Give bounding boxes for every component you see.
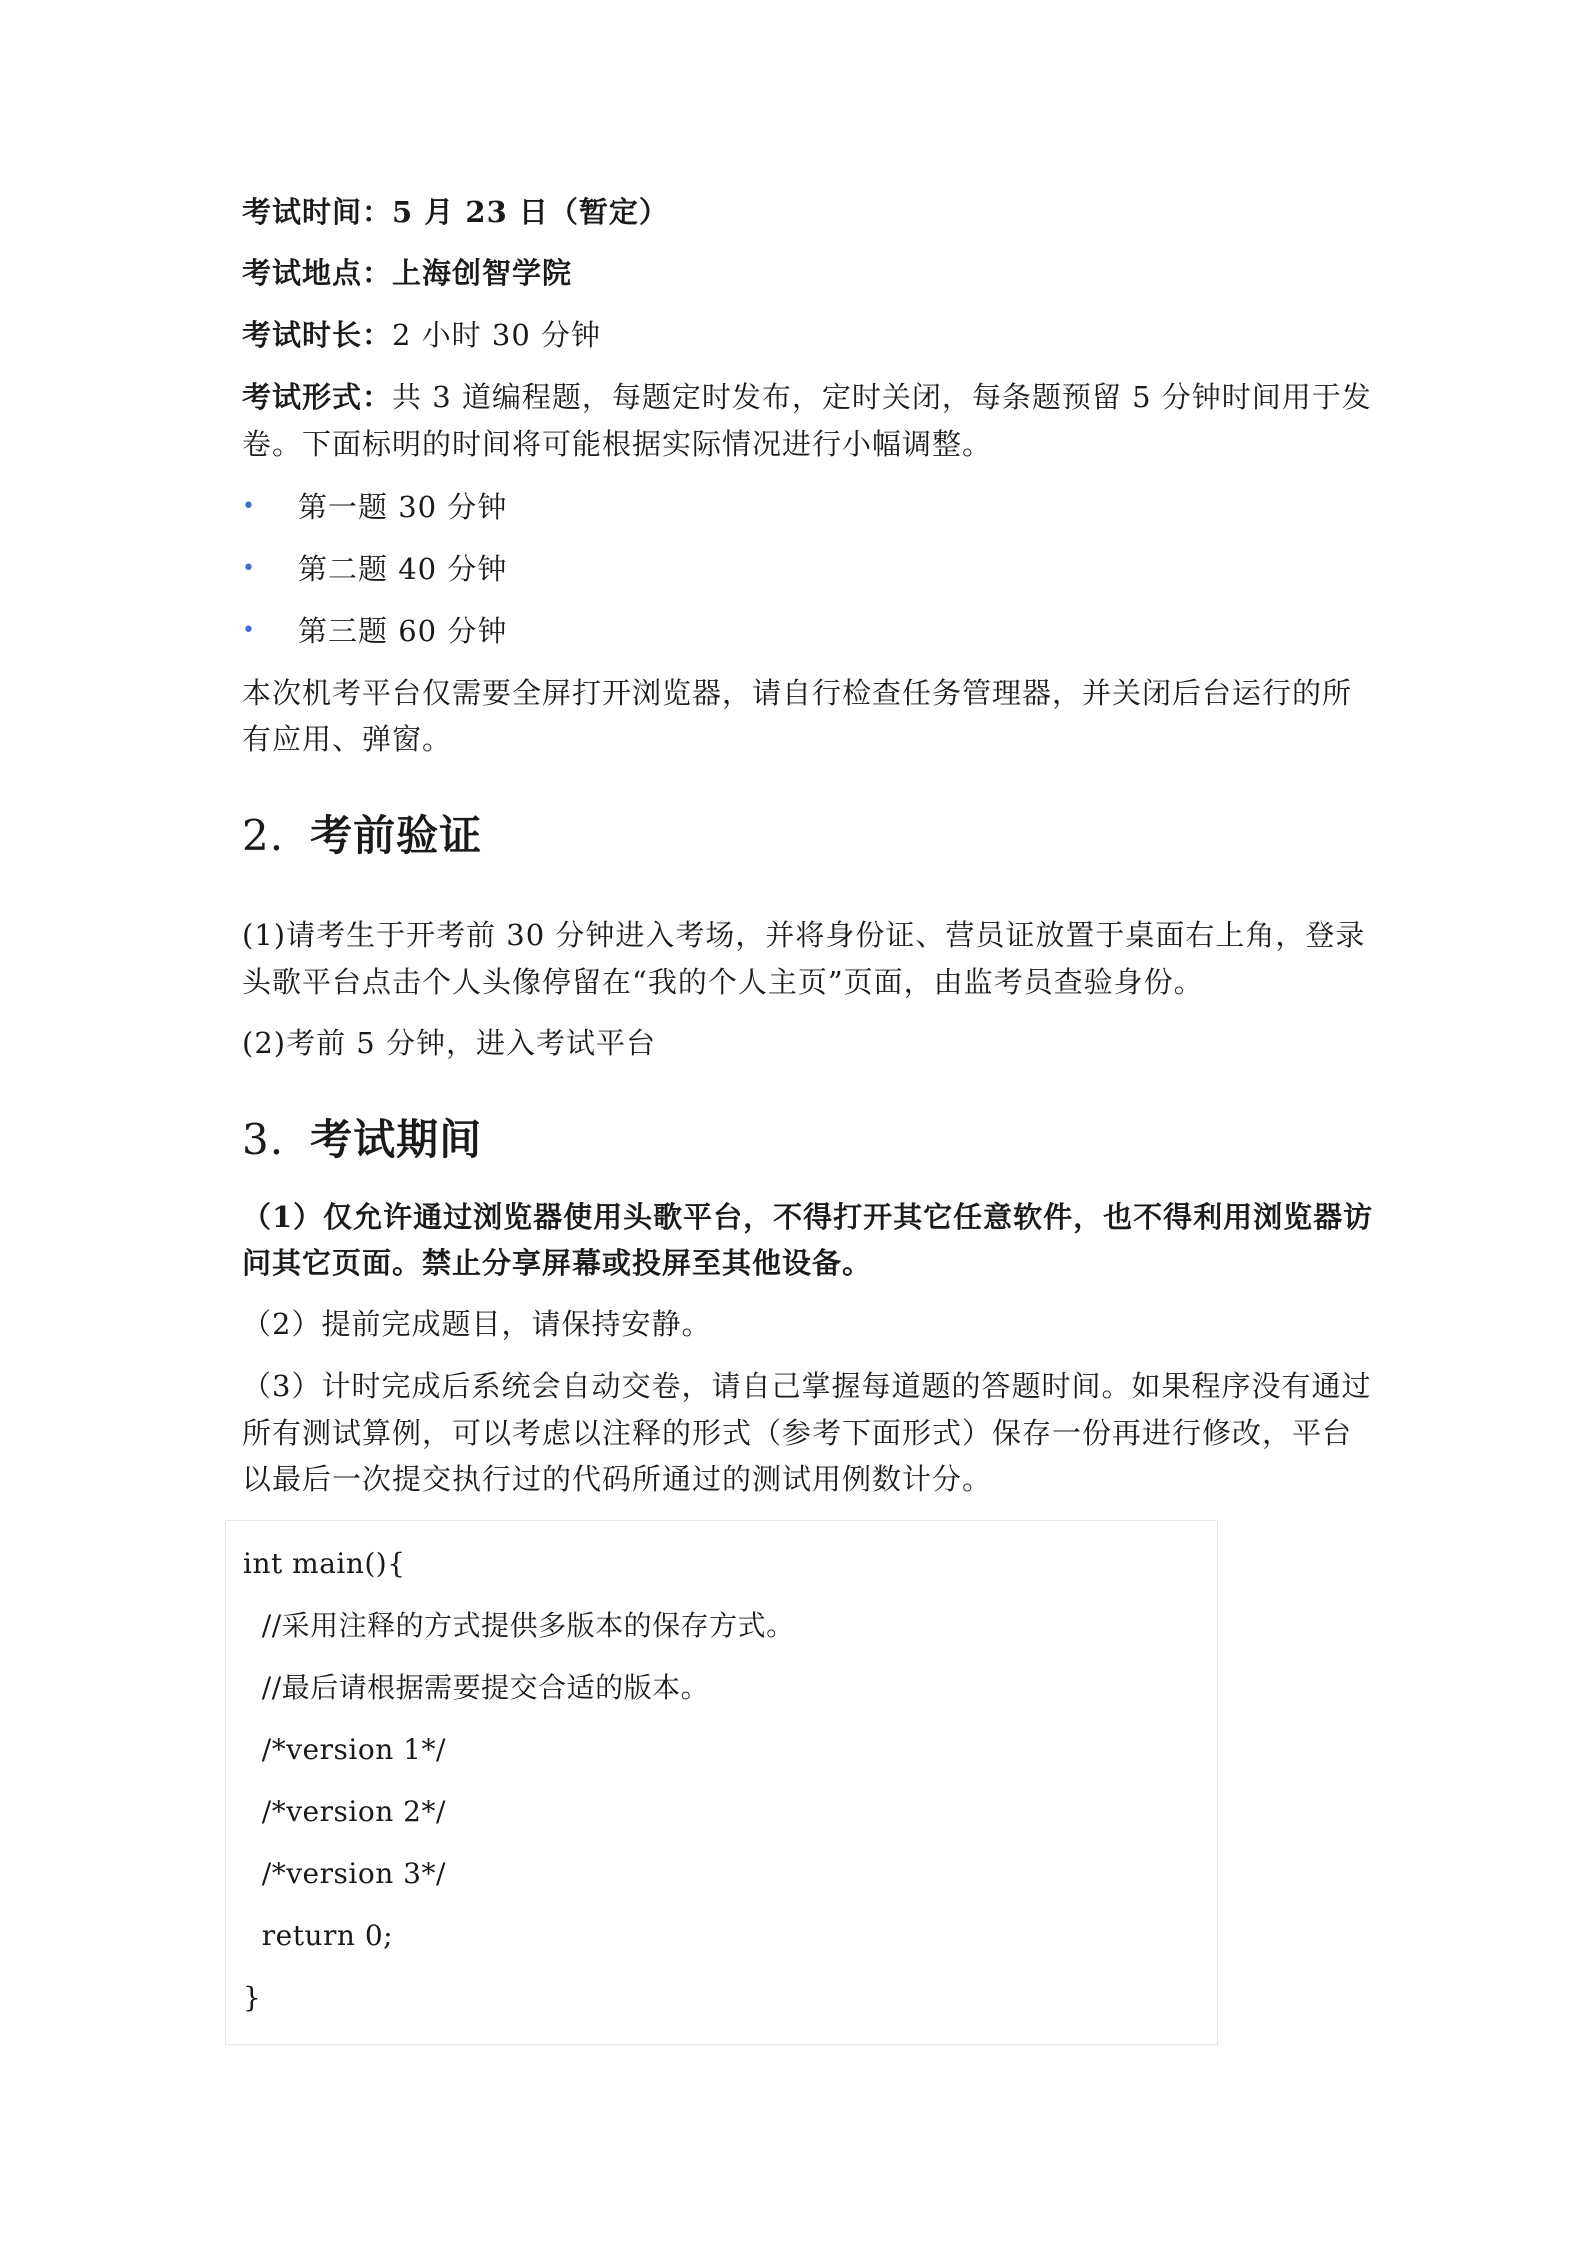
exam-format-text-2: 卷。下面标明的时间将可能根据实际情况进行小幅调整。 [242,427,993,461]
section-3-heading [242,1115,482,1165]
notice-line-1: 本次机考平台仅需要全屏打开浏览器，请自行检查任务管理器，并关闭后台运行的所 [242,676,1353,710]
section-3-title: 考试期间 [310,1115,483,1164]
code-line: return 0; [243,1919,394,1952]
bullet-icon: • [242,556,255,581]
code-line: } [243,1981,262,2014]
section-2-heading [242,811,482,861]
exam-duration-label: 考试时长： [242,318,393,352]
verify-step-1-line-2: 头歌平台点击个人头像停留在“我的个人主页”页面，由监考员查验身份。 [242,965,1204,999]
bullet-icon: • [242,618,255,643]
code-line: int main(){ [243,1547,406,1580]
schedule-item: 第二题 40 分钟 [298,552,508,586]
exam-time-value: 5 月 23 日（暂定） [392,195,669,229]
exam-format-line [242,380,1372,414]
section-3-number: 3. [242,1115,285,1164]
code-block [225,1520,1218,2045]
rule-3-line-3: 以最后一次提交执行过的代码所通过的测试用例数计分。 [242,1462,993,1496]
section-2-number: 2. [242,811,285,860]
schedule-item: 第三题 60 分钟 [298,614,508,648]
verify-step-1-line-1: (1)请考生于开考前 30 分钟进入考场，并将身份证、营员证放置于桌面右上角，登录 [242,918,1366,952]
code-line: /*version 2*/ [243,1795,446,1828]
rule-3-line-1: （3）计时完成后系统会自动交卷，请自己掌握每道题的答题时间。如果程序没有通过 [242,1369,1372,1403]
section-2-title: 考前验证 [310,811,483,860]
schedule-item: 第一题 30 分钟 [298,490,508,524]
verify-step-2: (2)考前 5 分钟，进入考试平台 [242,1026,656,1060]
exam-time-label: 考试时间： [242,195,393,229]
code-line: //采用注释的方式提供多版本的保存方式。 [243,1609,795,1642]
exam-duration-line [242,318,601,352]
rule-3-line-2: 所有测试算例，可以考虑以注释的形式（参考下面形式）保存一份再进行修改，平台 [242,1416,1353,1450]
code-line: /*version 3*/ [243,1857,446,1890]
exam-format-text-1: 共 3 道编程题，每题定时发布，定时关闭，每条题预留 5 分钟时间用于发 [392,380,1372,414]
notice-line-2: 有应用、弹窗。 [242,722,453,756]
exam-place-value: 上海创智学院 [392,256,573,290]
exam-time-line [242,195,669,229]
exam-place-line [242,256,572,290]
rule-2: （2）提前完成题目，请保持安静。 [242,1307,712,1341]
exam-format-label: 考试形式： [242,380,393,414]
rule-1-line-1: （1）仅允许通过浏览器使用头歌平台，不得打开其它任意软件，也不得利用浏览器访 [242,1200,1374,1234]
rule-1-line-2: 问其它页面。禁止分享屏幕或投屏至其他设备。 [242,1246,873,1280]
code-line: /*version 1*/ [243,1733,446,1766]
exam-duration-value: 2 小时 30 分钟 [392,318,602,352]
bullet-icon: • [242,494,255,519]
code-line: //最后请根据需要提交合适的版本。 [243,1671,710,1704]
exam-place-label: 考试地点： [242,256,393,290]
